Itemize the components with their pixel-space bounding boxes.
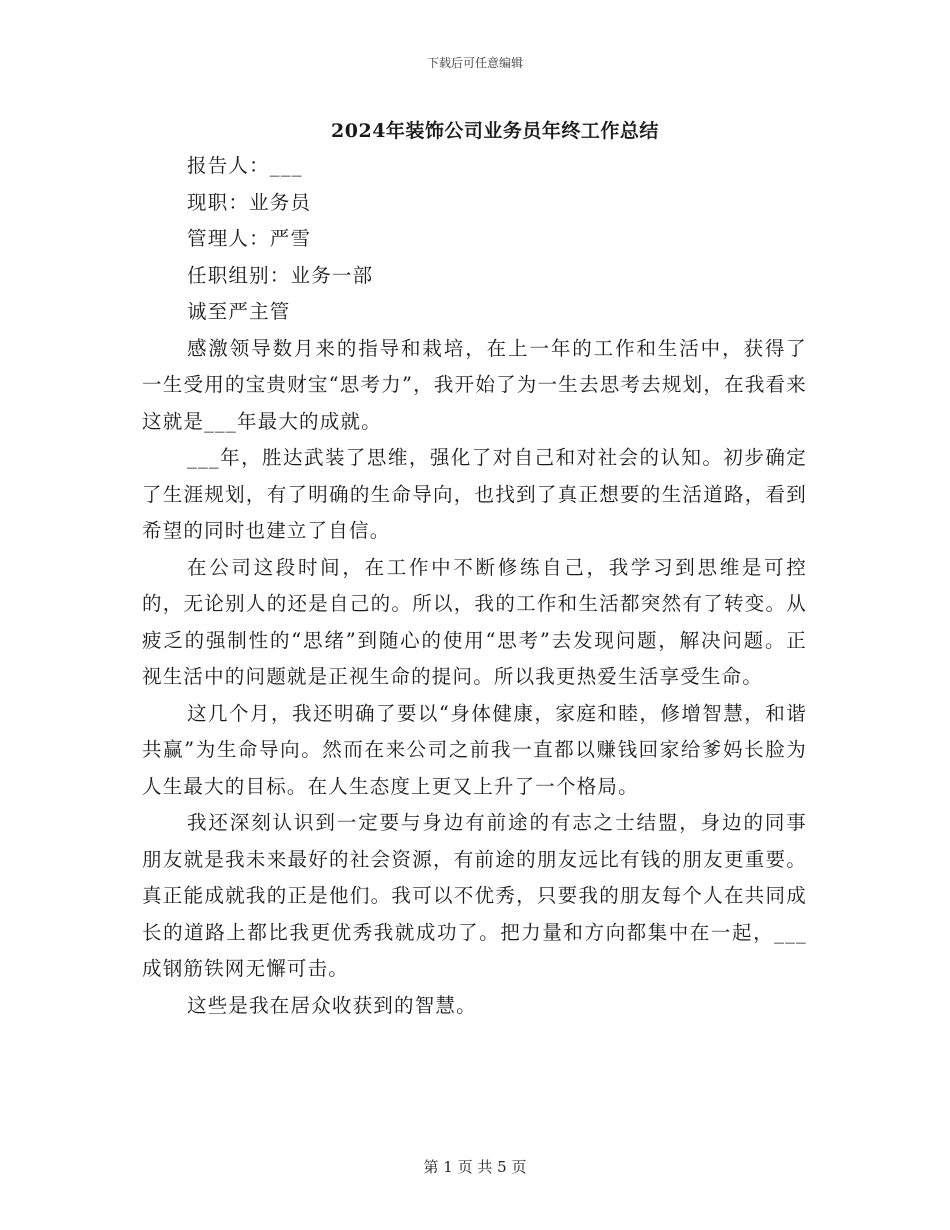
header-note: 下载后可任意编辑 [426,56,523,70]
reporter-line: 报告人：___ [187,154,303,177]
paragraph: ___年，胜达武装了思维，强化了对自己和对社会的认知。初步确定了生涯规划，有了明确的生命导向，也找到了真正想要的生活道路，看到希望的同时也建立了自信。 [142,446,807,542]
paragraph: 感激领导数月来的指导和栽培，在上一年的工作和生活中，获得了一生受用的宝贵财宝“思考力”，我开始了为一生去思考去规划，在我看来这就是___年最大的成就。 [142,336,807,433]
document-body [142,148,807,1024]
position-line: 现职：业务员 [187,190,312,214]
salutation-line: 诚至严主管 [187,300,291,323]
group-line: 任职组别：业务一部 [187,263,374,287]
document-title: 2024年装饰公司业务员年终工作总结 [331,120,659,142]
paragraph: 这几个月，我还明确了要以“身体健康，家庭和睦，修增智慧，和谐共赢”为生命导向。然而在来公司之前我一直都以赚钱回家给爹妈长脸为人生最大的目标。在人生态度上更又上升了一个格局。 [142,701,807,798]
paragraph: 我还深刻认识到一定要与身边有前途的有志之士结盟，身边的同事朋友就是我未来最好的社会资源，有前途的朋友远比有钱的朋友更重要。真正能成就我的正是他们。我可以不优秀，只要我的朋友每个人在共同成长的道路上都比我更优秀我就成功了。把力量和方向都集中在一起，___成钢筋铁网无懈可击。 [142,811,807,980]
paragraph: 在公司这段时间，在工作中不断修练自己，我学习到思维是可控的，无论别人的还是自己的。所以，我的工作和生活都突然有了转变。从疲乏的强制性的“思绪”到随心的使用“思考”去发现问题，解决问题。正视生活中的问题就是正视生命的提问。所以我更热爱生活享受生命。 [142,555,807,688]
page-number: 第 1 页 共 5 页 [423,1158,527,1176]
manager-line: 管理人：严雪 [187,227,312,250]
paragraph: 这些是我在居众收获到的智慧。 [187,993,477,1017]
